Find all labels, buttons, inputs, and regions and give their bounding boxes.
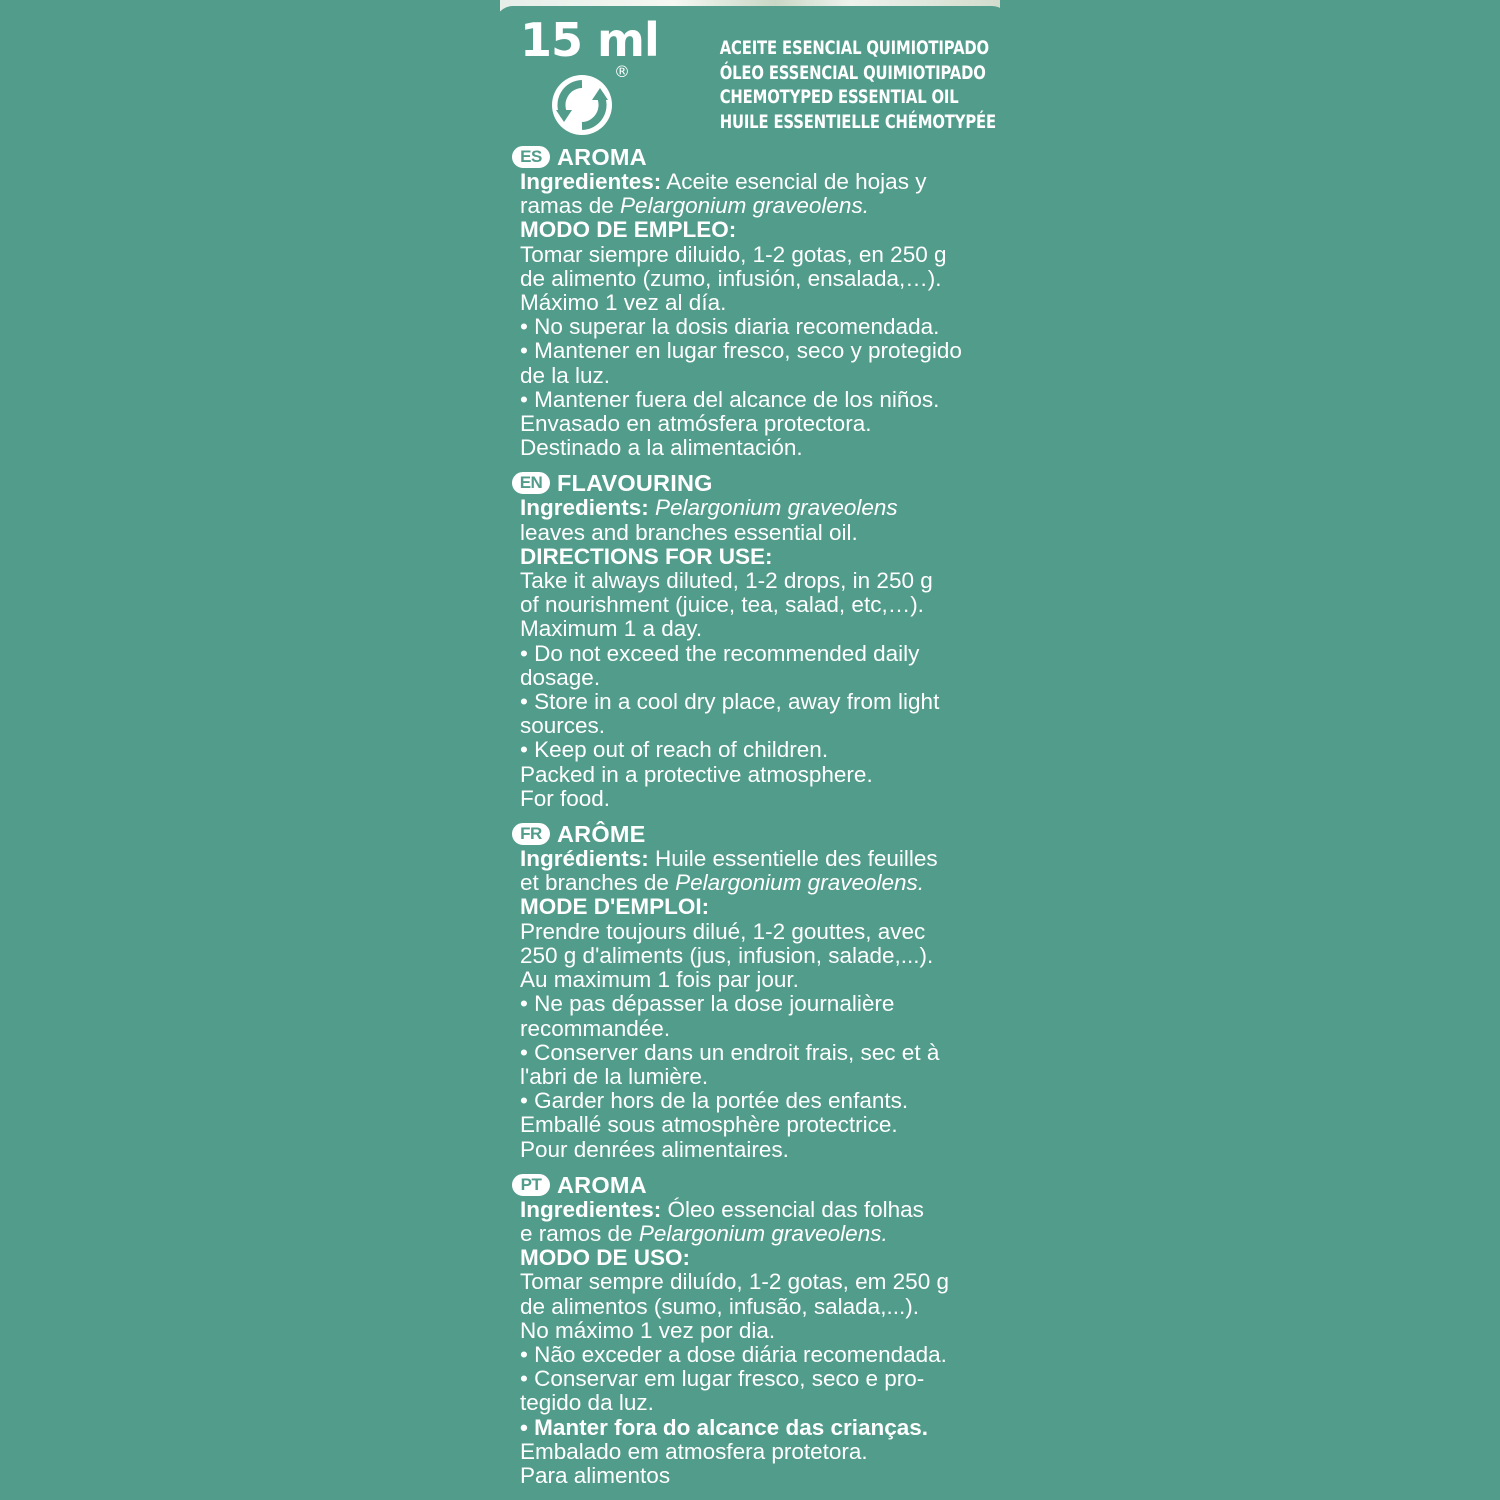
chemotype-line-es: ACEITE ESENCIAL QUIMIOTIPADO [719,37,990,59]
text-line: • Conservar em lugar fresco, seco e pro- [520,1366,925,1392]
ingredients-text: et branches de [520,870,676,896]
text-line: • Store in a cool dry place, away from light [520,689,940,715]
directions-label: MODO DE USO: [520,1245,691,1271]
section-fr [512,821,982,1162]
section-en-body [512,496,962,811]
chemotype-line-pt: ÓLEO ESSENCIAL QUIMIOTIPADO [719,61,986,84]
text-line: • Do not exceed the recommended daily [520,640,920,666]
text-line: • No superar la dosis diaria recomendada. [520,314,940,340]
language-badge-pt: PT [512,1174,550,1196]
section-pt-header [512,1172,982,1198]
text-line: • Mantener en lugar fresco, seco y protegido [520,338,962,364]
text-line: Emballé sous atmosphère protectrice. [520,1112,898,1138]
directions-label: MODE D'EMPLOI: [520,894,710,920]
ingredients-label: Ingredientes: [520,1196,662,1222]
ingredients-text: Huile essentielle des feuilles [648,846,938,872]
section-es-body [512,170,962,460]
ingredients-label: Ingrédients: [520,846,649,872]
section-pt-body [512,1198,962,1488]
directions-label: MODO DE EMPLEO: [520,217,737,243]
section-es-title: AROMA [557,143,647,170]
language-badge-es: ES [512,146,550,168]
section-fr-body [512,847,962,1162]
text-line: Prendre toujours dilué, 1-2 gouttes, avec [520,918,926,944]
section-pt [512,1172,982,1488]
text-line: • Keep out of reach of children. [520,737,829,763]
green-dot-recycle-icon [542,72,622,138]
language-badge-fr: FR [512,823,550,845]
section-en-header [512,470,982,496]
text-line: Envasado en atmósfera protectora. [520,411,872,437]
text-line: Destinado a la alimentación. [520,435,803,461]
text-line: recommandée. [520,1015,671,1041]
text-line: Au maximum 1 fois par jour. [520,967,799,993]
ingredients-line [520,194,962,218]
text-line: • Conserver dans un endroit frais, sec et à [520,1039,940,1065]
text-line: de la luz. [520,362,611,388]
section-en [512,470,982,811]
text-line: dosage. [520,664,601,690]
ingredients-line [520,871,962,895]
text-line: Packed in a protective atmosphere. [520,761,873,787]
ingredients-line [520,1222,962,1246]
ingredients-line [520,847,962,871]
ingredients-line [520,1198,962,1222]
text-line: Máximo 1 vez al día. [520,290,727,316]
text-line: • Mantener fuera del alcance de los niños. [520,386,940,412]
section-es [512,144,982,460]
chemotype-line-fr: HUILE ESSENTIELLE CHÉMOTYPÉE [719,110,996,133]
ingredients-text: leaves and branches essential oil. [520,519,858,545]
species-name: Pelargonium graveolens. [620,193,869,219]
text-line: Pour denrées alimentaires. [520,1136,789,1162]
text-line: Take it always diluted, 1-2 drops, in 250 g [520,568,933,594]
ingredients-label: Ingredientes: [520,169,662,194]
volume-label: 15 ml [520,13,659,67]
chemotype-line-en: CHEMOTYPED ESSENTIAL OIL [719,86,959,108]
section-fr-title: ARÔME [557,820,646,847]
text-line: For food. [520,785,611,811]
text-line: Tomar sempre diluído, 1-2 gotas, em 250 g [520,1269,949,1295]
warning-line: • Manter fora do alcance das crianças. [520,1414,929,1440]
text-line: de alimentos (sumo, infusão, salada,...). [520,1293,919,1319]
text-line: Tomar siempre diluido, 1-2 gotas, en 250 g [520,241,947,267]
ingredients-line [520,496,962,520]
text-line: Maximum 1 a day. [520,616,703,642]
text-line: tegido da luz. [520,1390,654,1416]
text-line: sources. [520,713,606,739]
ingredients-text: Óleo essencial das folhas [661,1196,924,1222]
ingredients-text: e ramos de [520,1220,639,1246]
species-name: Pelargonium graveolens [648,495,898,521]
ingredients-text: Aceite esencial de hojas y [661,169,927,194]
ingredients-line [520,170,962,194]
language-sections [512,144,982,1498]
ingredients-text: ramas de [520,193,621,219]
section-pt-title: AROMA [557,1171,647,1198]
text-line: l'abri de la lumière. [520,1063,709,1089]
text-line: • Garder hors de la portée des enfants. [520,1088,909,1114]
text-line: No máximo 1 vez por dia. [520,1317,776,1343]
directions-label: DIRECTIONS FOR USE: [520,543,773,569]
section-en-title: FLAVOURING [557,470,713,497]
text-line: • Não exceder a dose diária recomendada. [520,1341,947,1367]
species-name: Pelargonium graveolens. [675,870,925,896]
text-line: de alimento (zumo, infusión, ensalada,…). [520,265,942,291]
text-line: Para alimentos [520,1462,671,1488]
section-fr-header [512,821,982,847]
registered-mark: ® [614,62,630,81]
text-line: 250 g d'aliments (jus, infusion, salade,...). [520,942,934,968]
text-line: • Ne pas dépasser la dose journalière [520,991,895,1017]
chemotype-heading [719,36,996,134]
ingredients-label: Ingredients: [520,495,649,521]
language-badge-en: EN [512,472,550,494]
section-es-header [512,144,982,170]
species-name: Pelargonium graveolens. [638,1220,888,1246]
text-line: of nourishment (juice, tea, salad, etc,…). [520,592,924,618]
text-line: Embalado em atmosfera protetora. [520,1438,868,1464]
